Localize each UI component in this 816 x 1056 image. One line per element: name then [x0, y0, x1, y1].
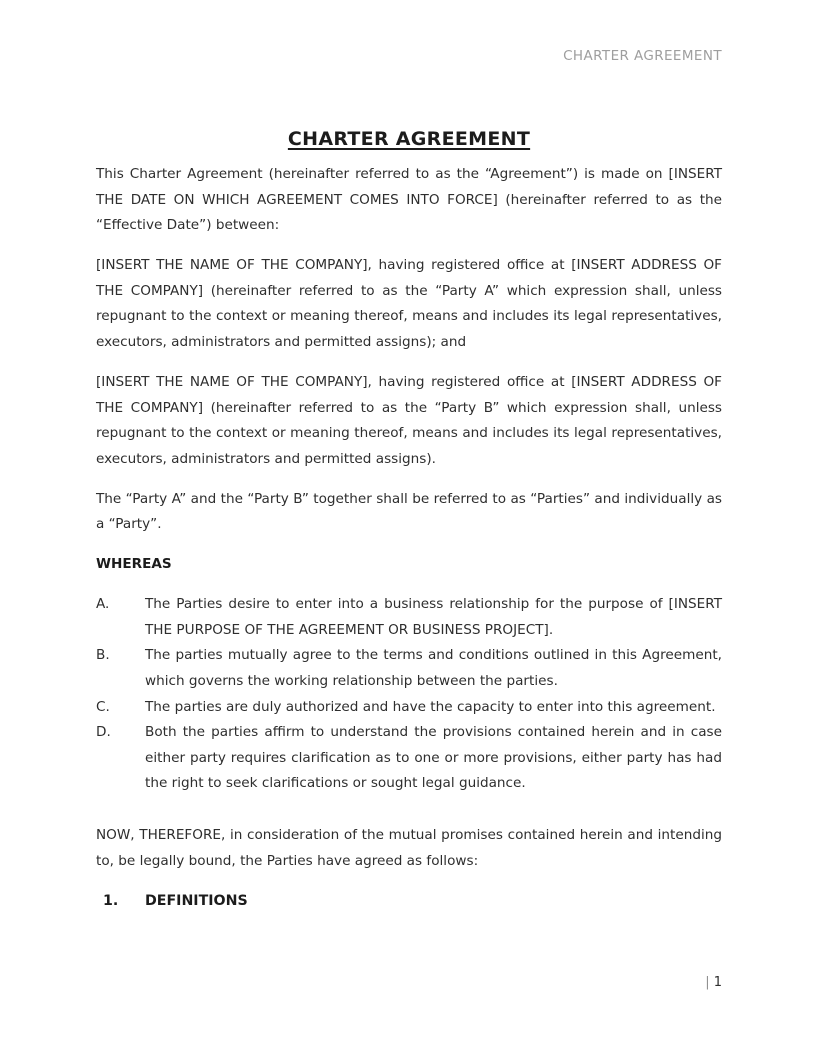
list-item-marker: A. — [96, 596, 110, 613]
list-item-text: Both the parties affirm to understand the provisions contained herein and in case either party requires clarification as to one or more provisions, either party has had the right to seek clarifications or sought legal guidance. — [145, 724, 722, 792]
list-item-marker: D. — [96, 724, 111, 741]
section-title: DEFINITIONS — [145, 892, 248, 909]
document-title — [96, 128, 722, 150]
parties-definition-paragraph: The “Party A” and the “Party B” together shall be referred to as “Parties” and individually as a “Party”. — [96, 490, 722, 533]
section-number: 1. — [103, 892, 119, 909]
document-title-text: CHARTER AGREEMENT — [287, 128, 531, 150]
page-footer — [705, 974, 722, 991]
running-header-text: CHARTER AGREEMENT — [563, 48, 722, 64]
now-therefore-paragraph: NOW, THEREFORE, in consideration of the mutual promises contained herein and intending to, be legally bound, the Parties have agreed as follows: — [96, 827, 722, 869]
list-item — [96, 643, 722, 694]
list-item — [96, 592, 722, 643]
page-number: 1 — [713, 975, 722, 990]
intro-paragraph: This Charter Agreement (hereinafter referred to as the “Agreement”) is made on [INSERT THE DATE ON WHICH AGREEMENT COMES INTO FORCE] (hereinafter referred to as the “Effective Date”) between: — [96, 166, 722, 234]
list-item-marker: C. — [96, 698, 110, 715]
running-header — [96, 49, 722, 64]
list-item — [96, 695, 722, 721]
party-b-paragraph: [INSERT THE NAME OF THE COMPANY], having registered office at [INSERT ADDRESS OF THE COMPANY] (hereinafter referred to as the “Party B” which expression shall, unless repugnant to the context or meaning thereof, means and includes its legal representatives, executors, administrators and permitted assigns). — [96, 373, 722, 467]
whereas-heading: WHEREAS — [96, 556, 172, 573]
section-heading-definitions — [96, 889, 722, 915]
list-item-text: The parties are duly authorized and have the capacity to enter into this agreement. — [145, 698, 716, 715]
list-item-marker: B. — [96, 647, 110, 664]
list-item — [96, 720, 722, 797]
party-a-paragraph: [INSERT THE NAME OF THE COMPANY], having registered office at [INSERT ADDRESS OF THE COMPANY] (hereinafter referred to as the “Party A” which expression shall, unless repugnant to the context or meaning thereof, means and includes its legal representatives, executors, administrators and permitted assigns); and — [96, 257, 722, 350]
recital-list — [96, 592, 722, 797]
list-item-text: The Parties desire to enter into a business relationship for the purpose of [INSERT THE PURPOSE OF THE AGREEMENT OR BUSINESS PROJECT]. — [145, 596, 722, 638]
footer-separator: | — [705, 975, 710, 990]
list-item-text: The parties mutually agree to the terms and conditions outlined in this Agreement, which governs the working relationship between the parties. — [145, 647, 722, 690]
